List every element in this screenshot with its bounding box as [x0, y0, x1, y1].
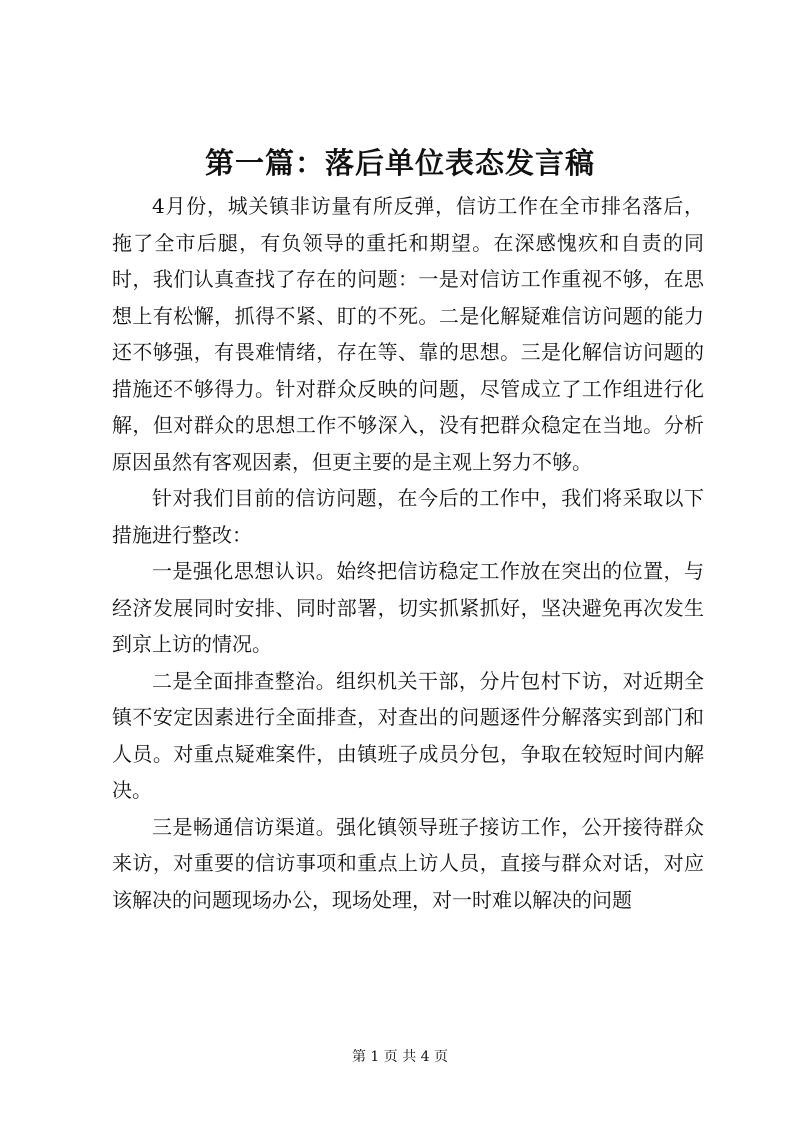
- paragraph-measure-1: 一是强化思想认识。始终把信访稳定工作放在突出的位置，与经济发展同时安排、同时部署，切实抓紧抓好，坚决避免再次发生到京上访的情况。: [112, 559, 704, 656]
- paragraph-measure-2: 二是全面排查整治。组织机关干部，分片包村下访，对近期全镇不安定因素进行全面排查，对查出的问题逐件分解落实到部门和人员。对重点疑难案件，由镇班子成员分包，争取在较短时间内解决。: [112, 668, 704, 802]
- document-title: 第一篇：落后单位表态发言稿: [204, 146, 595, 180]
- page-number-footer: 第 1 页 共 4 页: [351, 1049, 449, 1065]
- document-body: [112, 188, 704, 918]
- paragraph-measures-intro: 针对我们目前的信访问题，在今后的工作中，我们将采取以下措施进行整改：: [112, 486, 704, 547]
- paragraph-measure-3: 三是畅通信访渠道。强化镇领导班子接访工作，公开接待群众来访，对重要的信访事项和重点上访人员，直接与群众对话，对应该解决的问题现场办公，现场处理，对一时难以解决的问题: [112, 814, 704, 912]
- paragraph-situation: 4月份，城关镇非访量有所反弹，信访工作在全市排名落后，拖了全市后腿，有负领导的重托和期望。在深感愧疚和自责的同时，我们认真查找了存在的问题：一是对信访工作重视不够，在思想上有松懈，抓得不紧、盯的不死。二是化解疑难信访问题的能力还不够强，有畏难情绪，存在等、靠的思想。三是化解信访问题的措施还不够得力。针对群众反映的问题，尽管成立了工作组进行化解，但对群众的思想工作不够深入，没有把群众稳定在当地。分析原因虽然有客观因素，但更主要的是主观上努力不够。: [112, 194, 704, 474]
